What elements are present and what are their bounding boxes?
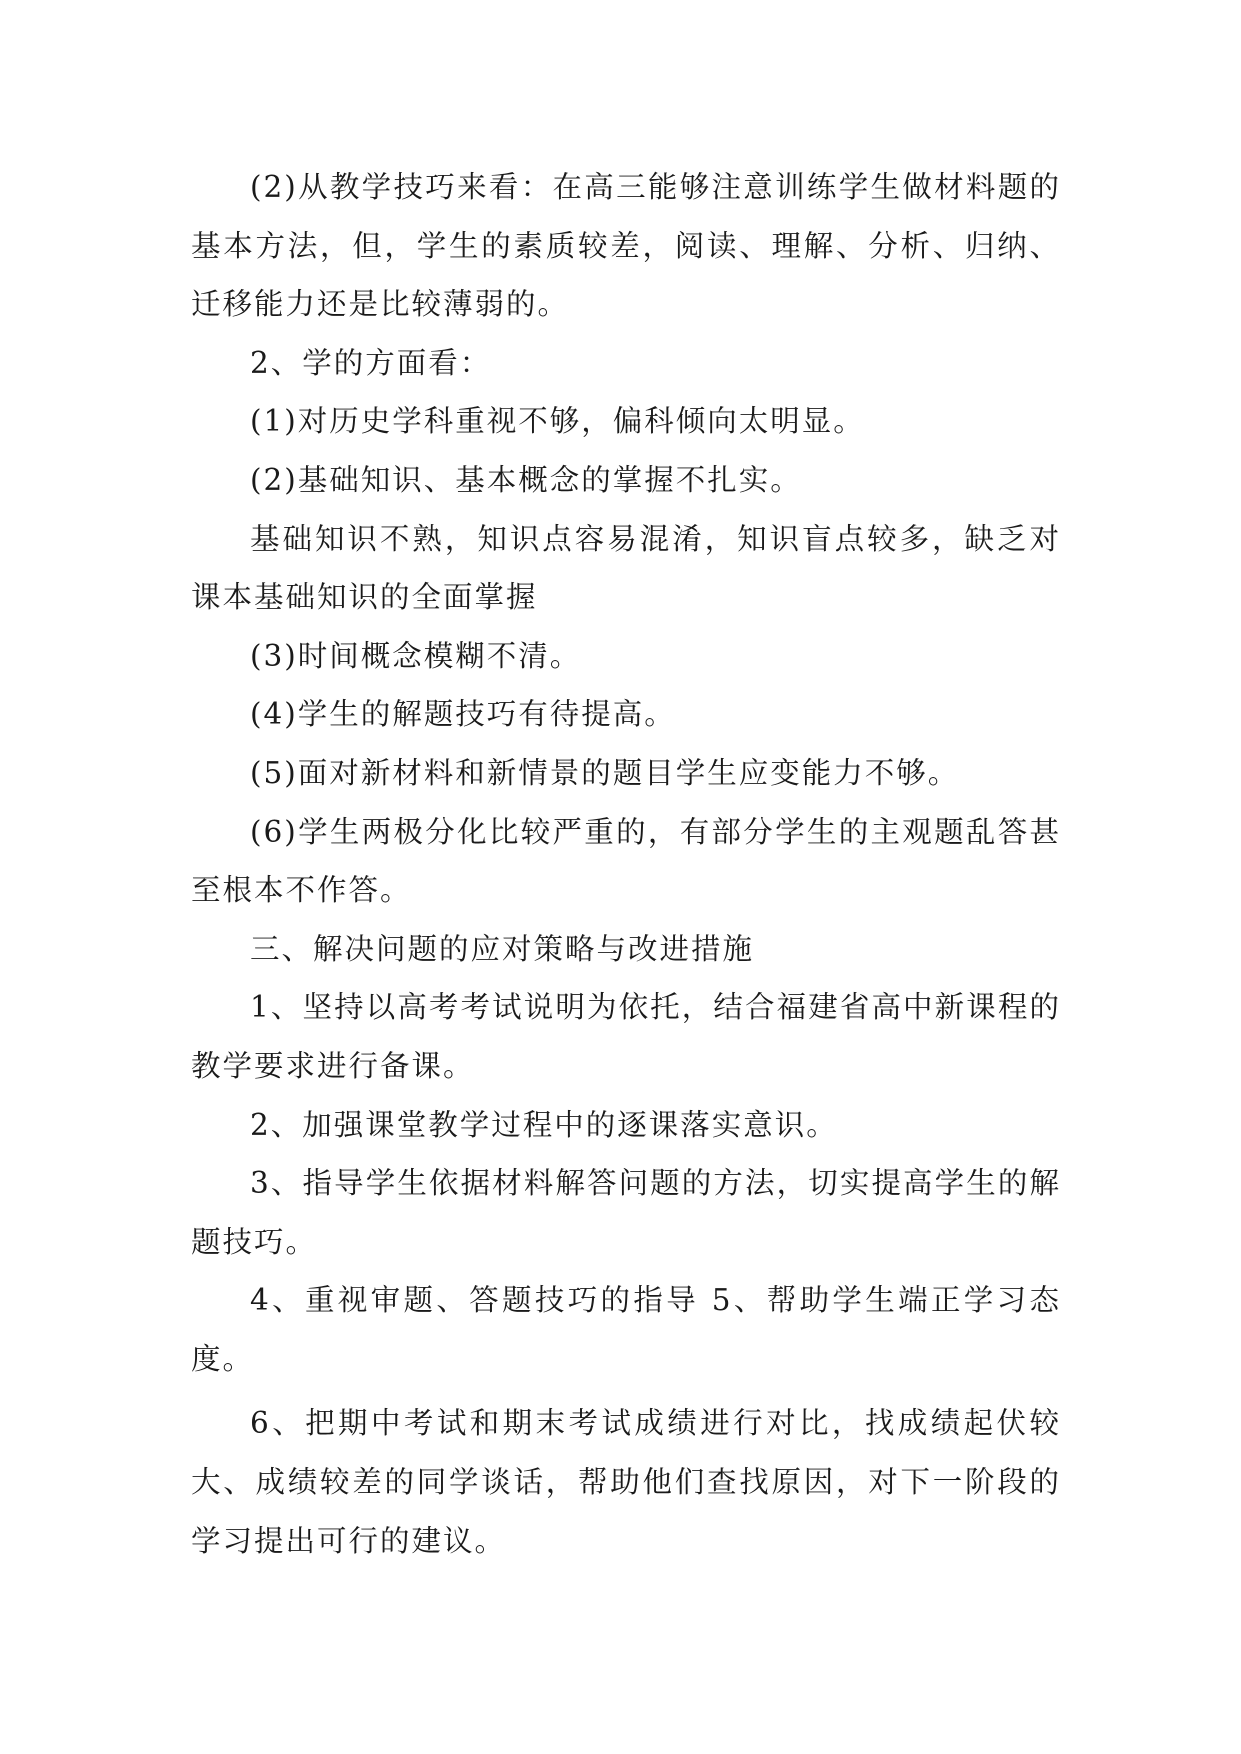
paragraph-basic-knowledge: 基础知识不熟，知识点容易混淆，知识盲点较多，缺乏对课本基础知识的全面掌握 <box>191 521 1061 615</box>
paragraph-point-5: (5)面对新材料和新情景的题目学生应变能力不够。 <box>250 755 960 790</box>
paragraph-strategy-2: 2、加强课堂教学过程中的逐课落实意识。 <box>250 1107 838 1142</box>
section-heading-strategies: 三、解决问题的应对策略与改进措施 <box>250 931 755 966</box>
paragraph-teaching-skills: (2)从教学技巧来看：在高三能够注意训练学生做材料题的基本方法，但，学生的素质较差，阅读、理解、分析、归纳、迁移能力还是比较薄弱的。 <box>191 170 1061 322</box>
paragraph-strategy-6: 6、把期中考试和期末考试成绩进行对比，找成绩起伏较大、成绩较差的同学谈话，帮助他们查找原因，对下一阶段的学习提出可行的建议。 <box>191 1406 1061 1558</box>
paragraph-point-6: (6)学生两极分化比较严重的，有部分学生的主观题乱答甚至根本不作答。 <box>191 814 1061 908</box>
paragraph-learning-aspect: 2、学的方面看： <box>250 345 492 380</box>
paragraph-strategy-4-5: 4、重视审题、答题技巧的指导 5、帮助学生端正学习态度。 <box>191 1283 1061 1376</box>
document-body <box>191 158 1061 1570</box>
paragraph-point-4: (4)学生的解题技巧有待提高。 <box>250 697 676 732</box>
paragraph-point-1: (1)对历史学科重视不够，偏科倾向太明显。 <box>250 404 865 439</box>
paragraph-point-2: (2)基础知识、基本概念的掌握不扎实。 <box>250 462 802 497</box>
paragraph-strategy-3: 3、指导学生依据材料解答问题的方法，切实提高学生的解题技巧。 <box>191 1166 1061 1259</box>
paragraph-point-3: (3)时间概念模糊不清。 <box>250 638 582 673</box>
paragraph-strategy-1: 1、坚持以高考考试说明为依托，结合福建省高中新课程的教学要求进行备课。 <box>191 990 1061 1083</box>
